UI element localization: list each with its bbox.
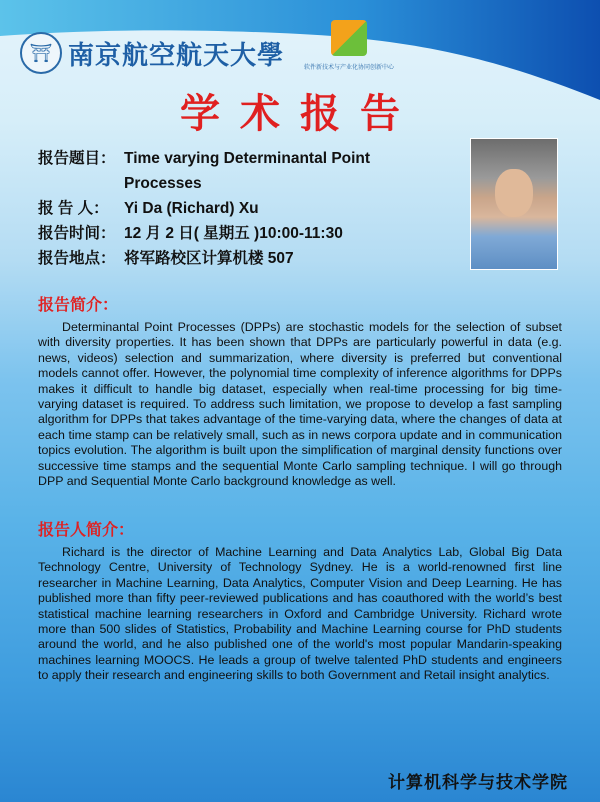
university-name: 南京航空航天大學 <box>68 40 285 71</box>
bio-text: Richard is the director of Machine Learning and Data Analytics Lab, Global Big Data Technology Centre, University of Technology Sydney. He is a world-renowned first line researcher in Machine Learning, Data Analytics, Computer Vision and Deep Learning. He has published more than fifty peer-reviewed publications and has coauthored with the world’s best statistical machine learning researchers in Oxford and Cambridge University. Richard wrote more than 500 slides of Statistics, Probability and Machine Learning course for PhD students around the world, and he also published one of the world's most popular Mandarin-speaking machines learning MOOCS. He leads a group of twelve talented PhD students and engineers to apply their research and engineering skills to both Government and Retail insight analytics. <box>38 545 562 683</box>
center-logo-icon <box>331 20 367 56</box>
center-name: 软件新技术与产业化协同创新中心 <box>303 65 394 71</box>
info-row-time: 报告时间： 12 月 2 日( 星期五 )10:00-11:30 <box>38 221 458 246</box>
school-name: 计算机科学与技术学院 <box>388 773 568 792</box>
info-row-location: 报告地点： 将军路校区计算机楼 507 <box>38 246 458 271</box>
university-seal-icon: ⛩ <box>20 32 62 74</box>
talk-time: 12 月 2 日( 星期五 )10:00-11:30 <box>124 225 343 242</box>
bio-heading: 报告人简介： <box>38 522 135 539</box>
poster-title: 学术报告 <box>180 90 420 137</box>
speaker: Yi Da (Richard) Xu <box>124 200 259 217</box>
center-logo <box>284 20 414 71</box>
university-logo <box>20 32 284 74</box>
abstract-text: Determinantal Point Processes (DPPs) are stochastic models for the selection of subset with diversity properties. It has been shown that DPPs are particularly powerful in data (e.g. news, videos) selection and summarization, where diversity is preferred but conventional models cannot offer. However, the polynomial time complexity of inference algorithms for DPPs makes it difficult to handle big dataset, especially when real-time processing for big time-varying dataset is required. To address such limitation, we propose to develop a fast sampling algorithm for DPPs that takes advantage of the time-varying data, where the changes of data at each time stamp can be relatively small, such as in news corpora update and in communication topics evolution. The algorithm is built upon the simplification of marginal density functions over successive time stamps and the sequential Monte Carlo sampling technique. I will go through DPP and Sequential Monte Carlo background knowledge as well. <box>38 320 562 489</box>
speaker-photo <box>470 138 558 270</box>
talk-title: Time varying Determinantal Point Processes <box>124 150 371 192</box>
talk-location: 将军路校区计算机楼 507 <box>124 250 294 267</box>
abstract-heading: 报告简介： <box>38 297 119 314</box>
talk-info <box>38 146 458 271</box>
info-row-speaker: 报 告 人： Yi Da (Richard) Xu <box>38 196 458 221</box>
info-row-title: 报告题目： Time varying Determinantal Point Processes <box>38 146 458 196</box>
